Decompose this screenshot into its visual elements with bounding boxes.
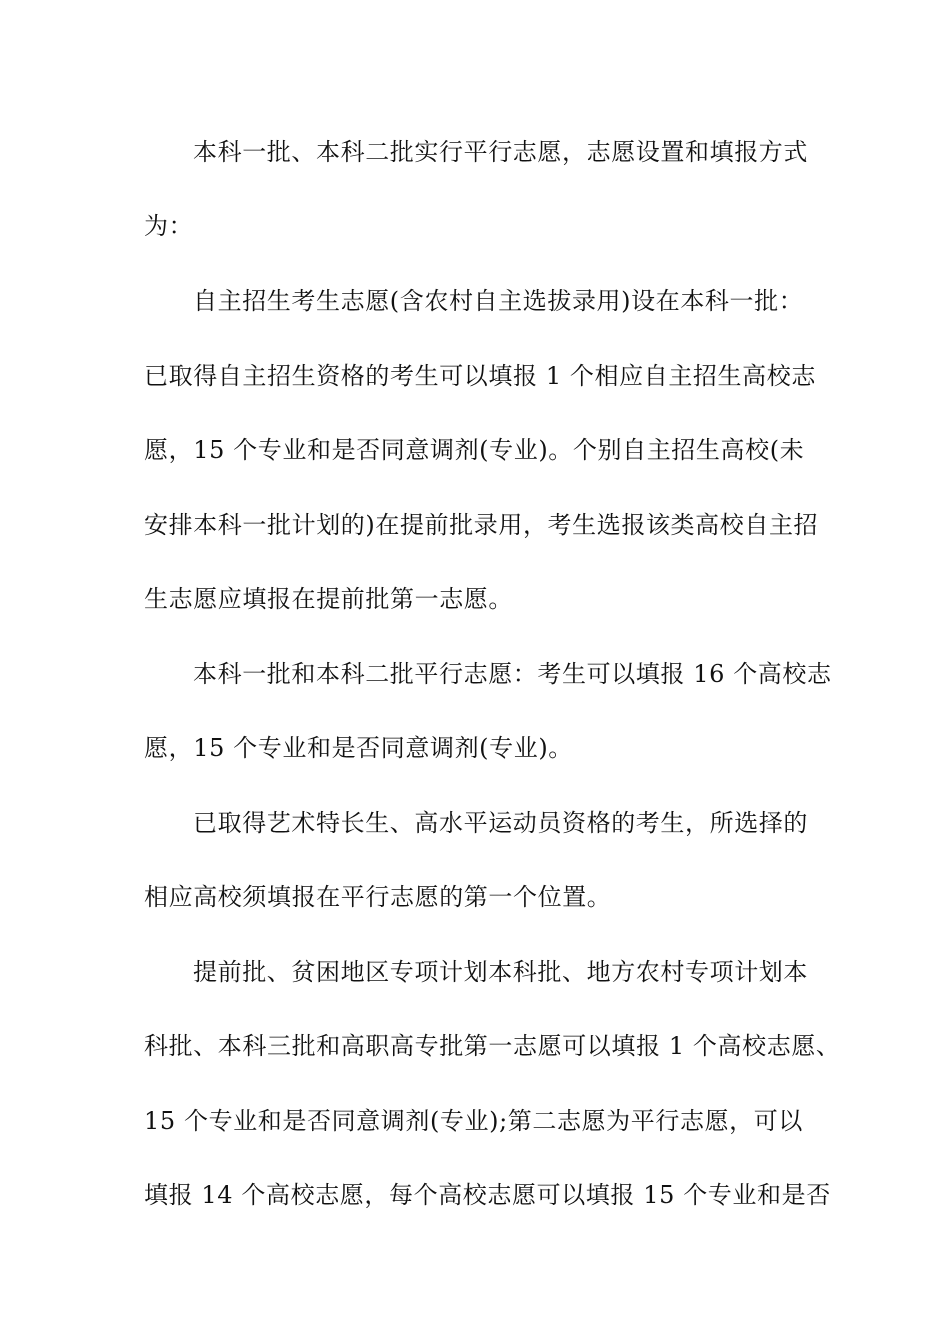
paragraph-line: 生志愿应填报在提前批第一志愿。 — [144, 585, 513, 613]
paragraph-line: 安排本科一批计划的)在提前批录用，考生选报该类高校自主招 — [144, 511, 819, 539]
paragraph-line: 自主招生考生志愿(含农村自主选拔录用)设在本科一批： — [193, 287, 804, 315]
paragraph-line: 本科一批和本科二批平行志愿：考生可以填报 16 个高校志 — [193, 660, 832, 688]
paragraph-line: 本科一批、本科二批实行平行志愿，志愿设置和填报方式 — [193, 138, 808, 166]
paragraph-line: 已取得艺术特长生、高水平运动员资格的考生，所选择的 — [193, 809, 808, 837]
paragraph-line: 相应高校须填报在平行志愿的第一个位置。 — [144, 883, 612, 911]
paragraph-line: 提前批、贫困地区专项计划本科批、地方农村专项计划本 — [193, 958, 808, 986]
paragraph-line: 填报 14 个高校志愿，每个高校志愿可以填报 15 个专业和是否 — [144, 1181, 831, 1209]
paragraph-line: 愿，15 个专业和是否同意调剂(专业)。 — [144, 734, 573, 762]
paragraph-line: 科批、本科三批和高职高专批第一志愿可以填报 1 个高校志愿、 — [144, 1032, 841, 1060]
paragraph-line: 愿，15 个专业和是否同意调剂(专业)。个别自主招生高校(未 — [144, 436, 805, 464]
paragraph-line: 15 个专业和是否同意调剂(专业);第二志愿为平行志愿，可以 — [144, 1107, 803, 1135]
paragraph-line: 为： — [144, 212, 194, 240]
paragraph-line: 已取得自主招生资格的考生可以填报 1 个相应自主招生高校志 — [144, 362, 816, 390]
